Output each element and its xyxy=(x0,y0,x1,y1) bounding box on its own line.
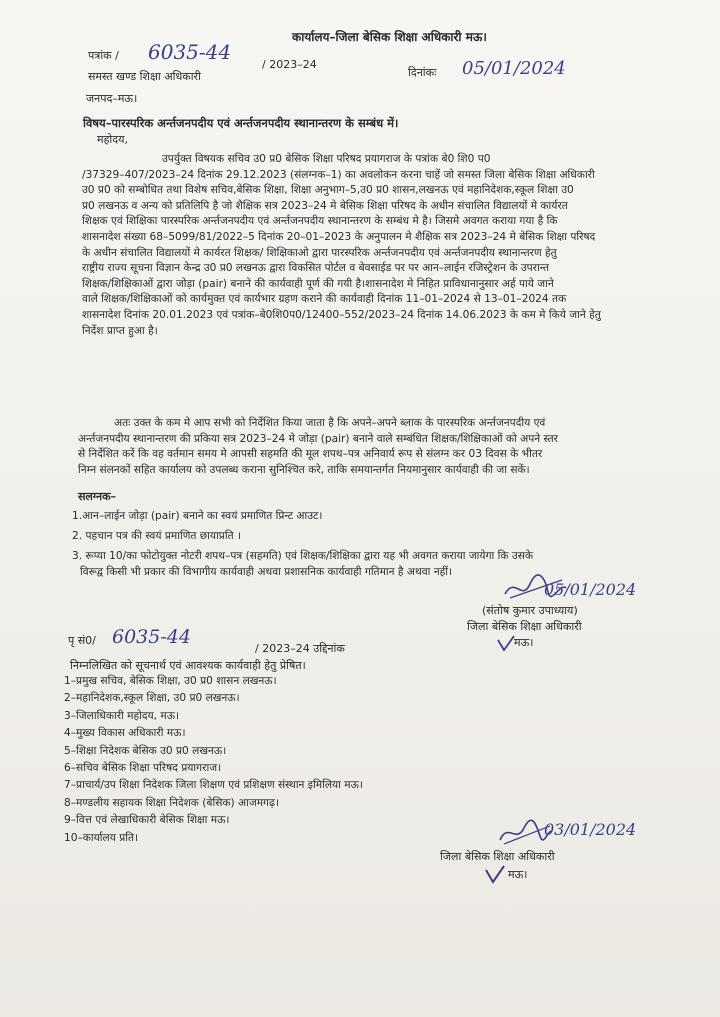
subject-line: विषय–पारस्परिक अर्न्तजनपदीय एवं अर्न्तजनपदीय स्थानान्तरण के सम्बंध में। xyxy=(83,116,399,130)
para2-line: से निर्देशित करें कि वह वर्तमान समय मे आपसी सहमति की मूल शपथ–पत्र अनिवार्य रूप से संलग्न कर 03 दिवस के भीतर xyxy=(78,448,543,461)
para1-line: निर्देश प्राप्त हुआ है। xyxy=(82,324,158,337)
tick-mark-2 xyxy=(484,864,506,884)
para1-line: के अधीन संचालित विद्यालयों मे कार्यरत शिक्षक/ शिक्षिकाओ द्वारा पारस्परिक अर्न्तजनपदीय एवं अर्न्तजनपदीय स्थानान्तरण हेतु xyxy=(82,246,557,259)
body-paragraph-1 xyxy=(82,152,696,339)
recipient-item: 5–शिक्षा निदेशक बेसिक उ0 प्र0 लखनऊ। xyxy=(64,744,227,757)
ref-number-handwritten: 6035-44 xyxy=(148,40,232,64)
recipients-list xyxy=(64,673,363,847)
para1-line: राष्ट्रीय राज्य सूचना विज्ञान केन्द्र उ0 प्र0 लखनऊ द्वारा विकसित पोर्टल व बेवसाईड पर पर आन–लाईन रजिस्ट्रेशन के उपरान्त xyxy=(82,262,550,275)
addressee-line2: जनपद–मऊ। xyxy=(86,92,138,105)
recipient-item: 4–मुख्य विकास अधिकारी मऊ। xyxy=(64,727,186,740)
signature1-designation: जिला बेसिक शिक्षा अधिकारी xyxy=(467,620,582,633)
body-paragraph-2 xyxy=(78,416,696,478)
para2-line: अतः उक्त के कम मे आप सभी को निर्देशित किया जाता है कि अपने–अपने ब्लाक के पारस्परिक अर्न्तजनपदीय एवं xyxy=(114,417,546,429)
ref-year: / 2023–24 xyxy=(262,58,317,71)
signature2-place: मऊ। xyxy=(508,868,528,881)
enclosure-item: 1.आन–लाईन जोड़ा (pair) बनाने का स्वयं प्रमाणित प्रिन्ट आउट। xyxy=(72,510,323,522)
copy-intro: निम्नलिखित को सूचनार्थ एवं आवश्यक कार्यवाही हेतु प्रेषित। xyxy=(70,659,306,672)
copy-ref-year: / 2023–24 उद्दिनांक xyxy=(255,642,345,655)
signature1-name: (संतोष कुमार उपाध्याय) xyxy=(482,604,578,617)
recipient-item: 10–कार्यालय प्रति। xyxy=(64,831,139,844)
enclosures-heading: सलग्नक– xyxy=(78,490,117,503)
salutation: महोदय, xyxy=(97,133,128,146)
recipient-item: 3–जिलाधिकारी महोदय, मऊ। xyxy=(64,709,180,722)
signature2-designation: जिला बेसिक शिक्षा अधिकारी xyxy=(440,850,555,863)
recipient-item: 6–सचिव बेसिक शिक्षा परिषद प्रयागराज। xyxy=(64,762,222,775)
enclosures-list xyxy=(72,508,533,580)
copy-ref-number-handwritten: 6035-44 xyxy=(112,626,191,648)
para1-line: शासनादेश संख्या 68–5099/81/2022–5 दिनांक 20–01–2023 के अनुपालन मे शैक्षिक सत्र 2023–24 मे बेसिक शिक्षा परिषद xyxy=(82,230,596,243)
tick-mark-1 xyxy=(496,634,516,652)
addressee-line1: समस्त खण्ड शिक्षा अधिकारी xyxy=(88,70,201,83)
signature1-place: मऊ। xyxy=(514,636,534,649)
recipient-item: 1–प्रमुख सचिव, बेसिक शिक्षा, उ0 प्र0 शासन लखनऊ। xyxy=(64,675,277,687)
recipient-item: 7–प्राचार्य/उप शिक्षा निदेशक जिला शिक्षण एवं प्रशिक्षण संस्थान इमिलिया मऊ। xyxy=(64,779,363,792)
copy-ref-label: पृ सं0/ xyxy=(68,634,96,647)
recipient-item: 2–महानिदेशक,स्कूल शिक्षा, उ0 प्र0 लखनऊ। xyxy=(64,692,240,705)
ref-label: पत्रांक / xyxy=(88,49,119,62)
para1-line: शिक्षक/शिक्षिकाओं द्वारा जोड़ा (pair) बनाने की कार्यवाही पूर्ण की गयी है।शासनादेश मे निहित प्राविधानानुसार अर्ह पाये जाने xyxy=(82,277,554,290)
recipient-item: 8–मण्डलीय सहायक शिक्षा निदेशक (बेसिक) आजमगढ़। xyxy=(64,796,279,809)
para1-line: /37329–407/2023–24 दिनांक 29.12.2023 (संलग्नक–1) का अवलोकन करना चाहें जो समस्त जिला बेसिक शिक्षा अधिकारी xyxy=(82,168,595,181)
enclosure-item: 2. पहचान पत्र की स्वयं प्रमाणित छायाप्रति । xyxy=(72,530,242,542)
para2-line: अर्न्तजनपदीय स्थानान्तरण की प्रकिया सत्र 2023–24 मे जोड़ा (pair) बनाने वाले सम्बंधित शिक्षक/शिक्षिकाओं को अपने स्तर xyxy=(78,432,558,445)
enclosure-item: विरूद्व किसी भी प्रकार की विभागीय कार्यवाही अथवा प्रशासनिक कार्यवाही गतिमान है अथवा नहीं। xyxy=(80,566,453,578)
para1-line: प्र0 लखनऊ व अन्य को प्रतिलिपि है जो शैक्षिक सत्र 2023–24 मे बेसिक शिक्षा परिषद के अधीन संचालित विद्यालयों मे कार्यरत xyxy=(82,199,568,212)
date-handwritten: 05/01/2024 xyxy=(462,58,566,79)
enclosure-item: 3. रूप्या 10/का फोटोयुक्त नोटरी शपथ–पत्र (सहमति) एवं शिक्षक/शिक्षिका द्वारा यह भी अवगत कराया जायेगा कि उसके xyxy=(72,550,534,562)
para1-line: उ0 प्र0 को सम्बोधित तथा विशेष सचिव,बेसिक शिक्षा, शिक्षा अनुभाग–5,उ0 प्र0 शासन,लखनऊ एवं महानिदेशक,स्कूल शिक्षा उ0 xyxy=(82,184,574,197)
para1-line: शिक्षक एवं शिक्षिका पारस्परिक अर्न्तजनपदीय एवं अर्न्तजनपदीय स्थानान्तरण के सम्बंध मे है। जिसमे अवगत कराया गया है कि xyxy=(82,215,558,228)
para1-line: उपर्युक्त विषयक सचिव उ0 प्र0 बेसिक शिक्षा परिषद प्रयागराज के पत्रांक बे0 शि0 प0 xyxy=(162,153,491,165)
date-label: दिनांकः xyxy=(408,66,437,79)
office-title: कार्यालय–जिला बेसिक शिक्षा अधिकारी मऊ। xyxy=(292,30,487,44)
signature1-date-handwritten: 05/01/2024 xyxy=(544,580,637,599)
para1-line: वाले शिक्षक/शिक्षिकाओं को कार्यमुक्त एवं कार्यभार ग्रहण कराने की कार्यवाही दिनांक 11–01–2024 से 13–01–2024 तक xyxy=(82,293,567,306)
para1-line: शासनादेश दिनांक 20.01.2023 एवं पत्रांक–बे0शि0प0/12400–552/2023–24 दिनांक 14.06.2023 के कम मे किये जाने हेतु xyxy=(82,308,601,321)
signature2-date-handwritten: 03/01/2024 xyxy=(544,820,637,839)
recipient-item: 9–वित्त एवं लेखाधिकारी बेसिक शिक्षा मऊ। xyxy=(64,814,230,827)
para2-line: निम्न संलनकों सहित कार्यालय को उपलब्ध कराना सुनिश्चित करे, ताकि समयान्तर्गत नियमानुसार कार्यवाही की जा सकें। xyxy=(78,463,530,476)
